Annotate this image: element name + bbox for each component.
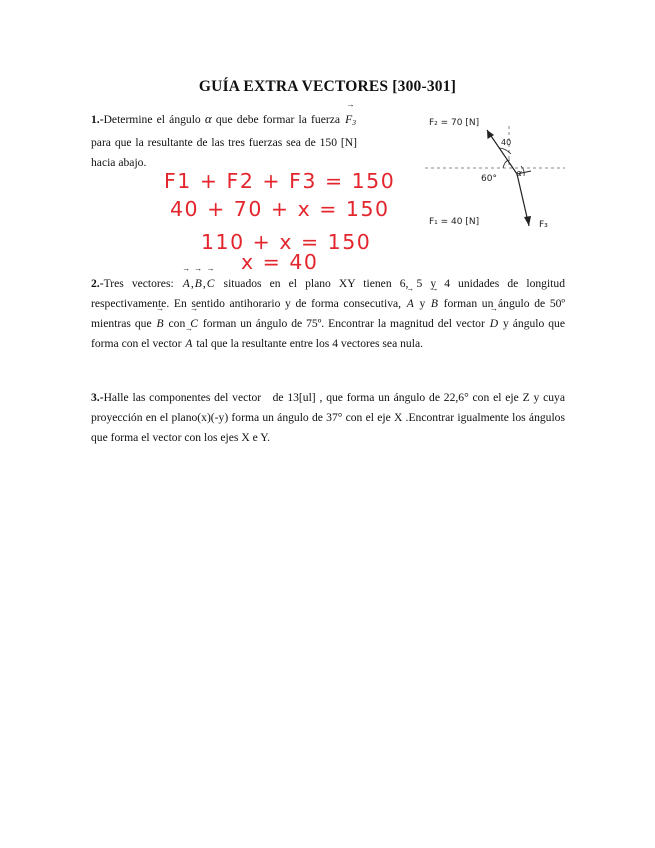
handwriting-line-4: x = 40 bbox=[241, 250, 319, 274]
problem-3-number: 3.- bbox=[91, 391, 104, 404]
problem-2 bbox=[91, 274, 565, 354]
vector-b-2: → B bbox=[430, 294, 439, 314]
vector-b-3: → B bbox=[156, 314, 165, 334]
vector-a-3: → A bbox=[184, 334, 193, 354]
vector-f3-subscript: 3 bbox=[352, 118, 356, 127]
problem-2-s3: y bbox=[414, 297, 430, 310]
alpha-label: α bbox=[516, 169, 522, 179]
problem-2-s5: con bbox=[164, 317, 190, 330]
problem-3 bbox=[91, 388, 568, 448]
problem-2-s7: y ángulo que forma con el vector bbox=[91, 317, 565, 350]
handwriting-line-3: 110 + x = 150 bbox=[201, 230, 372, 254]
problem-1-text-b: que debe formar la fuerza bbox=[211, 113, 345, 126]
vector-d: → D bbox=[489, 314, 499, 334]
f2-arrowhead bbox=[487, 130, 494, 139]
force-diagram bbox=[425, 108, 565, 240]
comma-2: , bbox=[202, 277, 206, 290]
vector-b: → B bbox=[194, 274, 203, 294]
problem-2-s1: Tres vectores: bbox=[103, 277, 182, 290]
angle-60-label: 60° bbox=[481, 174, 497, 184]
f3-label: F₃ bbox=[539, 220, 548, 230]
angle-40-label: 40 bbox=[501, 138, 512, 147]
comma-1: , bbox=[190, 277, 194, 290]
page-title: GUÍA EXTRA VECTORES [300-301] bbox=[198, 78, 457, 95]
problem-2-s4: forman un ángulo de 50º mientras que bbox=[91, 297, 566, 330]
vector-c: → C bbox=[206, 274, 216, 294]
problem-2-s2: situados en el plano XY tienen 6, 5 y 4 unidades de longitud respectivamente. En sentido antihorario y de forma consecutiva, bbox=[91, 277, 565, 310]
f2-label: F₂ = 70 [N] bbox=[429, 118, 480, 128]
problem-2-number: 2.- bbox=[91, 277, 104, 290]
problem-3-text: Halle las componentes del vector de 13[ul] , que forma un ángulo de 22,6° con el eje Z y cuya proyección en el plano(x)(-y) forma un ángulo de 37° con el eje X .Encontrar igualmente los ángulos que forma el vector con los ejes X e Y. bbox=[91, 391, 568, 444]
f2-vector-line bbox=[487, 130, 517, 174]
vector-a-2: → A bbox=[406, 294, 415, 314]
vector-f3-letter: F bbox=[345, 113, 353, 126]
vector-a: → A bbox=[182, 274, 191, 294]
handwriting-line-2: 40 + 70 + x = 150 bbox=[170, 197, 390, 221]
problem-1-number: 1.- bbox=[91, 113, 104, 126]
vector-c-2: → C bbox=[189, 314, 199, 334]
f3-arrowhead bbox=[524, 216, 531, 226]
problem-1-text-a: Determine el ángulo bbox=[103, 113, 205, 126]
problem-1 bbox=[91, 109, 357, 173]
alpha-symbol: α bbox=[204, 111, 212, 126]
handwriting-line-1: F1 + F2 + F3 = 150 bbox=[164, 169, 396, 193]
problem-2-s6: forman un ángulo de 75º. Encontrar la magnitud del vector bbox=[198, 317, 489, 330]
problem-2-s8: tal que la resultante entre los 4 vectores sea nula. bbox=[193, 337, 423, 350]
problem-1-text-c: para que la resultante de las tres fuerzas sea de 150 [N] hacia abajo. bbox=[91, 136, 357, 169]
f1-label: F₁ = 40 [N] bbox=[429, 217, 480, 227]
vector-f3 bbox=[344, 110, 357, 133]
